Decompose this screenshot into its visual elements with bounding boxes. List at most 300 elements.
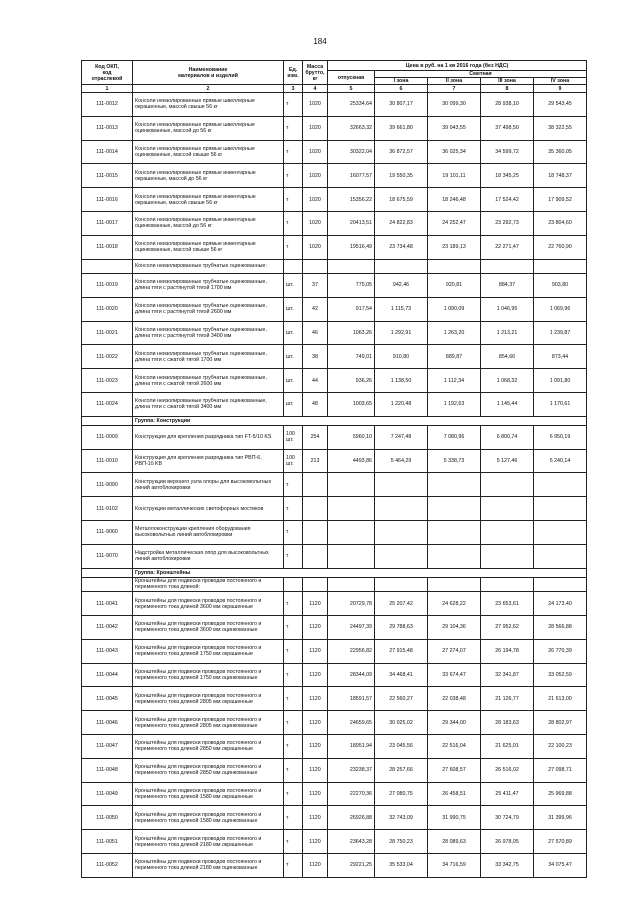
zone-1-price-cell: [375, 544, 428, 568]
zone-1-price-cell: [375, 577, 428, 592]
table-row: [82, 711, 587, 735]
release-price-cell: 20413,51: [328, 211, 375, 235]
zone-2-price-cell: 24 628,22: [428, 592, 481, 616]
release-price-cell: 5960,10: [328, 425, 375, 449]
zone-2-price-cell: 27 608,57: [428, 758, 481, 782]
zone-4-price-cell: [534, 497, 587, 521]
unit-cell: 100 шт.: [284, 449, 303, 473]
zone-4-price-cell: 22 760,90: [534, 235, 587, 259]
zone-3-price-cell: 23 292,73: [481, 211, 534, 235]
name-cell: Консоли неизолированные прямые инвентарные оцинкованные, массой свыше 56 кг: [133, 235, 284, 259]
table-row: [82, 235, 587, 259]
zone-4-price-cell: [534, 259, 587, 274]
zone-4-price-cell: [534, 473, 587, 497]
group-title: Группа: Конструкции: [133, 416, 587, 425]
zone-4-price-cell: 6 950,19: [534, 425, 587, 449]
name-cell: Кронштейны для подвески проводов постоянного и переменного тока длиной 2180 мм оцинкованные: [133, 853, 284, 877]
zone-2-price-cell: [428, 544, 481, 568]
unit-cell: 100 шт.: [284, 425, 303, 449]
zone-3-price-cell: 21 625,01: [481, 734, 534, 758]
table-row: [82, 393, 587, 417]
col-name-header: Наименование материалов и изделий: [133, 61, 284, 85]
zone-3-price-cell: 33 342,75: [481, 853, 534, 877]
zone-4-price-cell: 34 075,47: [534, 853, 587, 877]
name-cell: Консоли неизолированные прямые швеллерные оцинкованные, массой до 56 кг: [133, 116, 284, 140]
unit-cell: т: [284, 164, 303, 188]
zone-1-price-cell: [375, 497, 428, 521]
zone-2-price-cell: [428, 259, 481, 274]
price-table: [81, 60, 587, 878]
zone-1-price-cell: 30 807,17: [375, 93, 428, 117]
zone-4-price-cell: 27 570,89: [534, 830, 587, 854]
unit-cell: т: [284, 235, 303, 259]
col-index: 9: [534, 85, 587, 93]
code-cell: 111-0013: [82, 116, 133, 140]
zone-4-price-cell: 28 802,97: [534, 711, 587, 735]
release-price-cell: 1063,26: [328, 321, 375, 345]
release-price-cell: 936,26: [328, 369, 375, 393]
zone-1-price-cell: 1 220,48: [375, 393, 428, 417]
mass-cell: 1120: [303, 592, 328, 616]
zone-3-price-cell: [481, 259, 534, 274]
zone-2-price-cell: 1 263,20: [428, 321, 481, 345]
zone-4-price-cell: 23 804,60: [534, 211, 587, 235]
mass-cell: 254: [303, 425, 328, 449]
zone-4-price-cell: 1 069,96: [534, 297, 587, 321]
zone-3-price-cell: 25 411,47: [481, 782, 534, 806]
table-row: [82, 853, 587, 877]
zone-4-price-cell: 22 100,23: [534, 734, 587, 758]
mass-cell: 1020: [303, 140, 328, 164]
zone-4-price-cell: 1 239,87: [534, 321, 587, 345]
mass-cell: [303, 473, 328, 497]
table-row: [82, 116, 587, 140]
zone-2-price-cell: 7 080,96: [428, 425, 481, 449]
zone-2-price-cell: 920,81: [428, 274, 481, 298]
zone-3-price-cell: 5 127,46: [481, 449, 534, 473]
release-price-cell: [328, 259, 375, 274]
unit-cell: т: [284, 93, 303, 117]
group-title: Группа: Кронштейны: [133, 568, 587, 577]
zone-1-price-cell: 1 115,73: [375, 297, 428, 321]
zone-1-price-cell: 35 533,04: [375, 853, 428, 877]
code-cell: 111-0014: [82, 140, 133, 164]
name-cell: Консоли неизолированные трубчатые оцинкованные, длина тяги с сжатой тягой 2600 мм: [133, 369, 284, 393]
zone-3-price-cell: 884,37: [481, 274, 534, 298]
zone-2-price-cell: 1 090,09: [428, 297, 481, 321]
release-price-cell: 18591,57: [328, 687, 375, 711]
unit-cell: т: [284, 521, 303, 545]
unit-cell: шт.: [284, 274, 303, 298]
name-cell: Кронштейны для подвески проводов постоянного и переменного тока длиной 2850 мм оцинкованные: [133, 758, 284, 782]
zone-3-price-cell: 1 145,44: [481, 393, 534, 417]
zone-2-price-cell: 1 192,63: [428, 393, 481, 417]
table-body: [82, 93, 587, 878]
zone-2-price-cell: [428, 521, 481, 545]
release-price-cell: 23238,37: [328, 758, 375, 782]
zone-1-price-cell: 18 675,59: [375, 188, 428, 212]
unit-cell: шт.: [284, 321, 303, 345]
mass-cell: 1020: [303, 235, 328, 259]
code-cell: 111-0019: [82, 274, 133, 298]
name-cell: Кронштейны для подвески проводов постоянного и переменного тока длиной:: [133, 577, 284, 592]
code-cell: 111-0009: [82, 425, 133, 449]
col-index: 4: [303, 85, 328, 93]
table-row: [82, 687, 587, 711]
zone-4-price-cell: [534, 521, 587, 545]
mass-cell: [303, 259, 328, 274]
release-price-cell: 24497,39: [328, 615, 375, 639]
mass-cell: 1020: [303, 116, 328, 140]
release-price-cell: [328, 577, 375, 592]
zone-2-price-cell: 5 338,73: [428, 449, 481, 473]
zone-4-price-cell: 873,44: [534, 345, 587, 369]
table-row: [82, 782, 587, 806]
zone-3-price-cell: [481, 473, 534, 497]
zone-2-price-cell: 27 274,07: [428, 639, 481, 663]
release-price-cell: 29221,25: [328, 853, 375, 877]
mass-cell: 1120: [303, 782, 328, 806]
zone-4-price-cell: 25 969,88: [534, 782, 587, 806]
zone-1-price-cell: 27 915,48: [375, 639, 428, 663]
code-cell: 111-9070: [82, 544, 133, 568]
mass-cell: 1120: [303, 615, 328, 639]
zone-3-price-cell: 1 046,95: [481, 297, 534, 321]
col-index: 6: [375, 85, 428, 93]
col-index: 8: [481, 85, 534, 93]
code-cell: 111-9090: [82, 473, 133, 497]
code-cell: 111-0020: [82, 297, 133, 321]
zone-2-price-cell: 19 101,11: [428, 164, 481, 188]
unit-cell: шт.: [284, 393, 303, 417]
zone-2-price-cell: 889,87: [428, 345, 481, 369]
table-row: [82, 140, 587, 164]
group-code-cell: [82, 416, 133, 425]
zone-3-price-cell: 32 341,87: [481, 663, 534, 687]
table-row: [82, 345, 587, 369]
code-cell: 111-0044: [82, 663, 133, 687]
zone-2-price-cell: 39 043,55: [428, 116, 481, 140]
unit-cell: т: [284, 188, 303, 212]
zone-3-price-cell: 22 271,47: [481, 235, 534, 259]
release-price-cell: 19516,49: [328, 235, 375, 259]
zone-2-price-cell: 1 112,34: [428, 369, 481, 393]
zone-1-price-cell: 942,46: [375, 274, 428, 298]
zone-3-price-cell: 17 524,42: [481, 188, 534, 212]
zone-4-price-cell: 29 543,45: [534, 93, 587, 117]
zone-1-price-cell: 23 045,56: [375, 734, 428, 758]
table-row: [82, 321, 587, 345]
zone-4-price-cell: 17 909,52: [534, 188, 587, 212]
table-row: [82, 544, 587, 568]
code-cell: 111-0017: [82, 211, 133, 235]
release-price-cell: 4493,86: [328, 449, 375, 473]
release-price-cell: [328, 497, 375, 521]
page-number: 184: [313, 37, 327, 46]
name-cell: Кронштейны для подвески проводов постоянного и переменного тока длиной 3600 мм оцинкованные: [133, 615, 284, 639]
release-price-cell: 23643,28: [328, 830, 375, 854]
code-cell: 111-0022: [82, 345, 133, 369]
name-cell: Консоли неизолированные трубчатые оцинкованные, длина тяги с растянутой тягой 2600 мм: [133, 297, 284, 321]
release-price-cell: [328, 544, 375, 568]
zone-3-price-cell: 1 213,21: [481, 321, 534, 345]
zone-4-price-cell: 31 399,96: [534, 806, 587, 830]
mass-cell: 1120: [303, 734, 328, 758]
name-cell: Консоли неизолированные прямые инвентарные окрашенные, массой свыше 56 кг: [133, 188, 284, 212]
zone-3-price-cell: 26 978,05: [481, 830, 534, 854]
col-index: 5: [328, 85, 375, 93]
zone-2-price-cell: 31 990,75: [428, 806, 481, 830]
mass-cell: 1120: [303, 853, 328, 877]
zone-3-price-cell: [481, 544, 534, 568]
code-cell: [82, 577, 133, 592]
zone-1-price-cell: 32 743,09: [375, 806, 428, 830]
unit-cell: т: [284, 615, 303, 639]
mass-cell: [303, 577, 328, 592]
unit-cell: т: [284, 639, 303, 663]
code-cell: 111-0024: [82, 393, 133, 417]
name-cell: Металлоконструкции крепления оборудования высоковольтных линий автоблокировки: [133, 521, 284, 545]
zone-4-price-cell: 903,80: [534, 274, 587, 298]
release-price-cell: 25334,64: [328, 93, 375, 117]
release-price-cell: 15356,22: [328, 188, 375, 212]
zone-4-price-cell: 21 613,00: [534, 687, 587, 711]
zone-2-price-cell: 30 099,30: [428, 93, 481, 117]
release-price-cell: 917,54: [328, 297, 375, 321]
name-cell: Конструкции металлических светофорных мостиков: [133, 497, 284, 521]
release-price-cell: [328, 473, 375, 497]
mass-cell: 42: [303, 297, 328, 321]
zone-3-price-cell: 28 183,63: [481, 711, 534, 735]
zone-4-price-cell: 33 052,59: [534, 663, 587, 687]
zone-2-price-cell: [428, 577, 481, 592]
code-cell: 111-0049: [82, 782, 133, 806]
code-cell: 111-0021: [82, 321, 133, 345]
mass-cell: 38: [303, 345, 328, 369]
unit-cell: т: [284, 211, 303, 235]
zone-2-price-cell: 23 189,13: [428, 235, 481, 259]
mass-cell: [303, 497, 328, 521]
code-cell: 111-0051: [82, 830, 133, 854]
zone-3-price-cell: 6 800,74: [481, 425, 534, 449]
name-cell: Кронштейны для подвески проводов постоянного и переменного тока длиной 1580 мм окрашенные: [133, 782, 284, 806]
table-row: [82, 592, 587, 616]
zone-1-price-cell: 23 734,48: [375, 235, 428, 259]
release-price-cell: 22956,82: [328, 639, 375, 663]
code-cell: [82, 259, 133, 274]
name-cell: Консоли неизолированные трубчатые оцинкованные, длина тяги с сжатой тягой 3400 мм: [133, 393, 284, 417]
table-row: [82, 164, 587, 188]
table-row: [82, 639, 587, 663]
release-price-cell: [328, 521, 375, 545]
mass-cell: 1120: [303, 830, 328, 854]
zone-1-price-cell: 39 661,80: [375, 116, 428, 140]
code-cell: 111-0041: [82, 592, 133, 616]
col-index: 2: [133, 85, 284, 93]
mass-cell: 48: [303, 393, 328, 417]
group-row: [82, 568, 587, 577]
zone-1-price-cell: 1 292,91: [375, 321, 428, 345]
zone-4-price-cell: 35 360,05: [534, 140, 587, 164]
release-price-cell: 749,01: [328, 345, 375, 369]
unit-cell: т: [284, 853, 303, 877]
unit-cell: т: [284, 140, 303, 164]
zone-3-price-cell: [481, 521, 534, 545]
zone-4-price-cell: 1 091,80: [534, 369, 587, 393]
zone-3-header: III зона: [481, 78, 534, 85]
release-price-cell: 18951,94: [328, 734, 375, 758]
zone-3-price-cell: 1 068,32: [481, 369, 534, 393]
zone-1-price-cell: 36 872,57: [375, 140, 428, 164]
zone-1-price-cell: 19 550,35: [375, 164, 428, 188]
code-cell: 111-0015: [82, 164, 133, 188]
zone-1-price-cell: 7 247,48: [375, 425, 428, 449]
zone-2-header: II зона: [428, 78, 481, 85]
zone-1-price-cell: 25 207,42: [375, 592, 428, 616]
group-row: [82, 416, 587, 425]
col-unit-header: Ед. изм.: [284, 61, 303, 85]
zone-3-price-cell: 23 653,61: [481, 592, 534, 616]
zone-4-price-cell: 26 770,39: [534, 639, 587, 663]
zone-1-price-cell: 30 025,02: [375, 711, 428, 735]
table-row: [82, 497, 587, 521]
zone-2-price-cell: 34 716,59: [428, 853, 481, 877]
table-row: [82, 297, 587, 321]
name-cell: Кронштейны для подвески проводов постоянного и переменного тока длиной 2805 мм окрашенные: [133, 687, 284, 711]
unit-cell: т: [284, 806, 303, 830]
zone-2-price-cell: 28 089,63: [428, 830, 481, 854]
zone-4-price-cell: 18 748,37: [534, 164, 587, 188]
table-row: [82, 806, 587, 830]
name-cell: Кронштейны для подвески проводов постоянного и переменного тока длиной 1750 мм оцинкованные: [133, 663, 284, 687]
zone-1-price-cell: 28 750,23: [375, 830, 428, 854]
col-code-header: Код ОКП, код отраслевой: [82, 61, 133, 85]
release-price-cell: 28344,09: [328, 663, 375, 687]
unit-cell: т: [284, 758, 303, 782]
code-cell: 111-0010: [82, 449, 133, 473]
unit-cell: [284, 259, 303, 274]
unit-cell: т: [284, 734, 303, 758]
release-price-cell: 20729,78: [328, 592, 375, 616]
mass-cell: [303, 521, 328, 545]
zone-1-price-cell: 28 257,66: [375, 758, 428, 782]
release-price-cell: 1003,65: [328, 393, 375, 417]
zone-1-price-cell: 29 788,63: [375, 615, 428, 639]
mass-cell: 1120: [303, 687, 328, 711]
zone-3-price-cell: [481, 577, 534, 592]
name-cell: Консоли неизолированные трубчатые оцинкованные, длина тяги с растянутой тягой 1700 мм: [133, 274, 284, 298]
mass-cell: 1120: [303, 639, 328, 663]
code-cell: 111-0045: [82, 687, 133, 711]
release-price-cell: 16077,57: [328, 164, 375, 188]
table-row: [82, 473, 587, 497]
name-cell: Консоли неизолированные прямые швеллерные окрашенные, массой свыше 56 кг: [133, 93, 284, 117]
name-cell: Консоли неизолированные трубчатые оцинкованные:: [133, 259, 284, 274]
zone-1-price-cell: 22 560,27: [375, 687, 428, 711]
estimate-header: Сметная: [375, 71, 587, 78]
unit-cell: т: [284, 687, 303, 711]
zone-4-price-cell: [534, 544, 587, 568]
zone-3-price-cell: 34 599,72: [481, 140, 534, 164]
zone-2-price-cell: 36 025,34: [428, 140, 481, 164]
name-cell: Конструкция для крепления разрядника тип FT-5/10 KS: [133, 425, 284, 449]
code-cell: 111-9102: [82, 497, 133, 521]
unit-cell: шт.: [284, 297, 303, 321]
name-cell: Конструкции верхнего узла опоры для высоковольтных линий автоблокировки: [133, 473, 284, 497]
code-cell: 111-0047: [82, 734, 133, 758]
zone-3-price-cell: 28 938,10: [481, 93, 534, 117]
zone-3-price-cell: 854,66: [481, 345, 534, 369]
zone-4-price-cell: 1 170,61: [534, 393, 587, 417]
zone-3-price-cell: 21 126,77: [481, 687, 534, 711]
unit-cell: [284, 577, 303, 592]
release-price-cell: 22270,36: [328, 782, 375, 806]
zone-1-price-cell: 5 464,29: [375, 449, 428, 473]
col-release-header: отпускная: [328, 71, 375, 85]
table-row: [82, 615, 587, 639]
zone-4-price-cell: 24 173,40: [534, 592, 587, 616]
name-cell: Кронштейны для подвески проводов постоянного и переменного тока длиной 2180 мм окрашенные: [133, 830, 284, 854]
unit-cell: шт.: [284, 345, 303, 369]
zone-4-price-cell: 38 322,55: [534, 116, 587, 140]
zone-2-price-cell: [428, 473, 481, 497]
table-row: [82, 188, 587, 212]
mass-cell: 1020: [303, 164, 328, 188]
table-row: [82, 663, 587, 687]
zone-1-price-cell: 27 080,75: [375, 782, 428, 806]
mass-cell: 37: [303, 274, 328, 298]
col-index: 3: [284, 85, 303, 93]
table-row: [82, 734, 587, 758]
name-cell: Консоли неизолированные прямые инвентарные окрашенные, массой до 56 кг: [133, 164, 284, 188]
code-cell: 111-0012: [82, 93, 133, 117]
zone-2-price-cell: 29 344,00: [428, 711, 481, 735]
zone-4-price-cell: 27 098,71: [534, 758, 587, 782]
col-index: 1: [82, 85, 133, 93]
mass-cell: 213: [303, 449, 328, 473]
release-price-cell: 775,05: [328, 274, 375, 298]
code-cell: 111-0052: [82, 853, 133, 877]
unit-cell: т: [284, 473, 303, 497]
mass-cell: 1120: [303, 806, 328, 830]
table-row: [82, 521, 587, 545]
name-cell: Надстройка металлическая опор для высоковольтных линий автоблокировки: [133, 544, 284, 568]
code-cell: 111-0018: [82, 235, 133, 259]
zone-3-price-cell: 37 498,50: [481, 116, 534, 140]
col-index: 7: [428, 85, 481, 93]
name-cell: Консоли неизолированные трубчатые оцинкованные, длина тяги с сжатой тягой 1700 мм: [133, 345, 284, 369]
zone-1-price-cell: [375, 473, 428, 497]
zone-2-price-cell: 22 038,48: [428, 687, 481, 711]
zone-2-price-cell: 26 458,51: [428, 782, 481, 806]
note-row: [82, 259, 587, 274]
zone-3-price-cell: 26 194,78: [481, 639, 534, 663]
zone-3-price-cell: 30 724,79: [481, 806, 534, 830]
table-row: [82, 758, 587, 782]
table-row: [82, 369, 587, 393]
name-cell: Консоли неизолированные прямые швеллерные оцинкованные, массой свыше 56 кг: [133, 140, 284, 164]
unit-cell: т: [284, 711, 303, 735]
unit-cell: т: [284, 116, 303, 140]
zone-3-price-cell: [481, 497, 534, 521]
mass-cell: 1020: [303, 93, 328, 117]
mass-cell: 1120: [303, 663, 328, 687]
zone-4-header: IV зона: [534, 78, 587, 85]
zone-4-price-cell: [534, 577, 587, 592]
mass-cell: 44: [303, 369, 328, 393]
mass-cell: [303, 544, 328, 568]
table-row: [82, 274, 587, 298]
